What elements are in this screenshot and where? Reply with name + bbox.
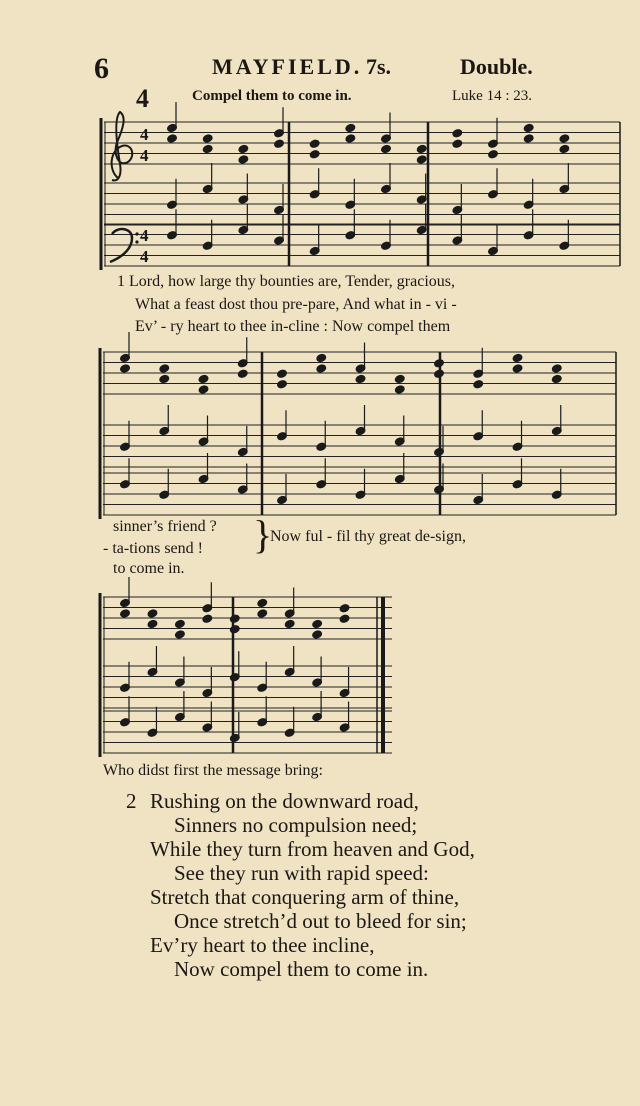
hymn-number: 4 [136, 84, 149, 113]
time-sig-bottom-bass: 4 [140, 247, 149, 266]
stanza-line: Sinners no compulsion need; [174, 813, 418, 837]
time-sig-top-bass: 4 [140, 226, 149, 245]
lyric-line-7: Now ful - fil thy great de-sign, [270, 528, 466, 545]
page-number: 6 [94, 52, 109, 85]
notes [120, 102, 570, 743]
lyric-line-1: 1 Lord, how large thy bounties are, Tender, gracious, [117, 273, 455, 290]
stanza-line: Stretch that conquering arm of thine, [150, 885, 460, 909]
tune-title: MAYFIELD. [212, 54, 363, 79]
lyric-line-6: to come in. [113, 560, 185, 577]
meter: 7s. [366, 54, 392, 79]
barlines [100, 118, 620, 757]
time-sig-top-treble: 4 [140, 125, 149, 144]
stanza-number: 2 [126, 789, 137, 813]
time-sig-bottom-treble: 4 [140, 146, 149, 165]
scripture-reference: Luke 14 : 23. [452, 88, 532, 104]
stanza-line: Rushing on the downward road, [150, 789, 419, 813]
lyric-line-4: sinner’s friend ? [113, 518, 217, 535]
stanza-line: Ev’ry heart to thee incline, [150, 933, 375, 957]
lyric-line-2: What a feast dost thou pre-pare, And what in - vi - [135, 296, 457, 313]
stanza-line: Now compel them to come in. [174, 957, 429, 981]
tune-type: Double. [460, 54, 533, 79]
lyric-line-3: Ev’ - ry heart to thee in-cline : Now compel them [135, 318, 451, 335]
lyric-brace: } [253, 512, 273, 557]
lyric-line-8: Who didst first the message bring: [103, 762, 323, 779]
stanza-line: Once stretch’d out to bleed for sin; [174, 909, 467, 933]
stanza-line: See they run with rapid speed: [174, 861, 429, 885]
staff-lines [103, 122, 620, 753]
stanza-line: While they turn from heaven and God, [150, 837, 475, 861]
lyric-line-5: - ta-tions send ! [103, 540, 203, 557]
hymn-subtitle: Compel them to come in. [192, 88, 352, 104]
